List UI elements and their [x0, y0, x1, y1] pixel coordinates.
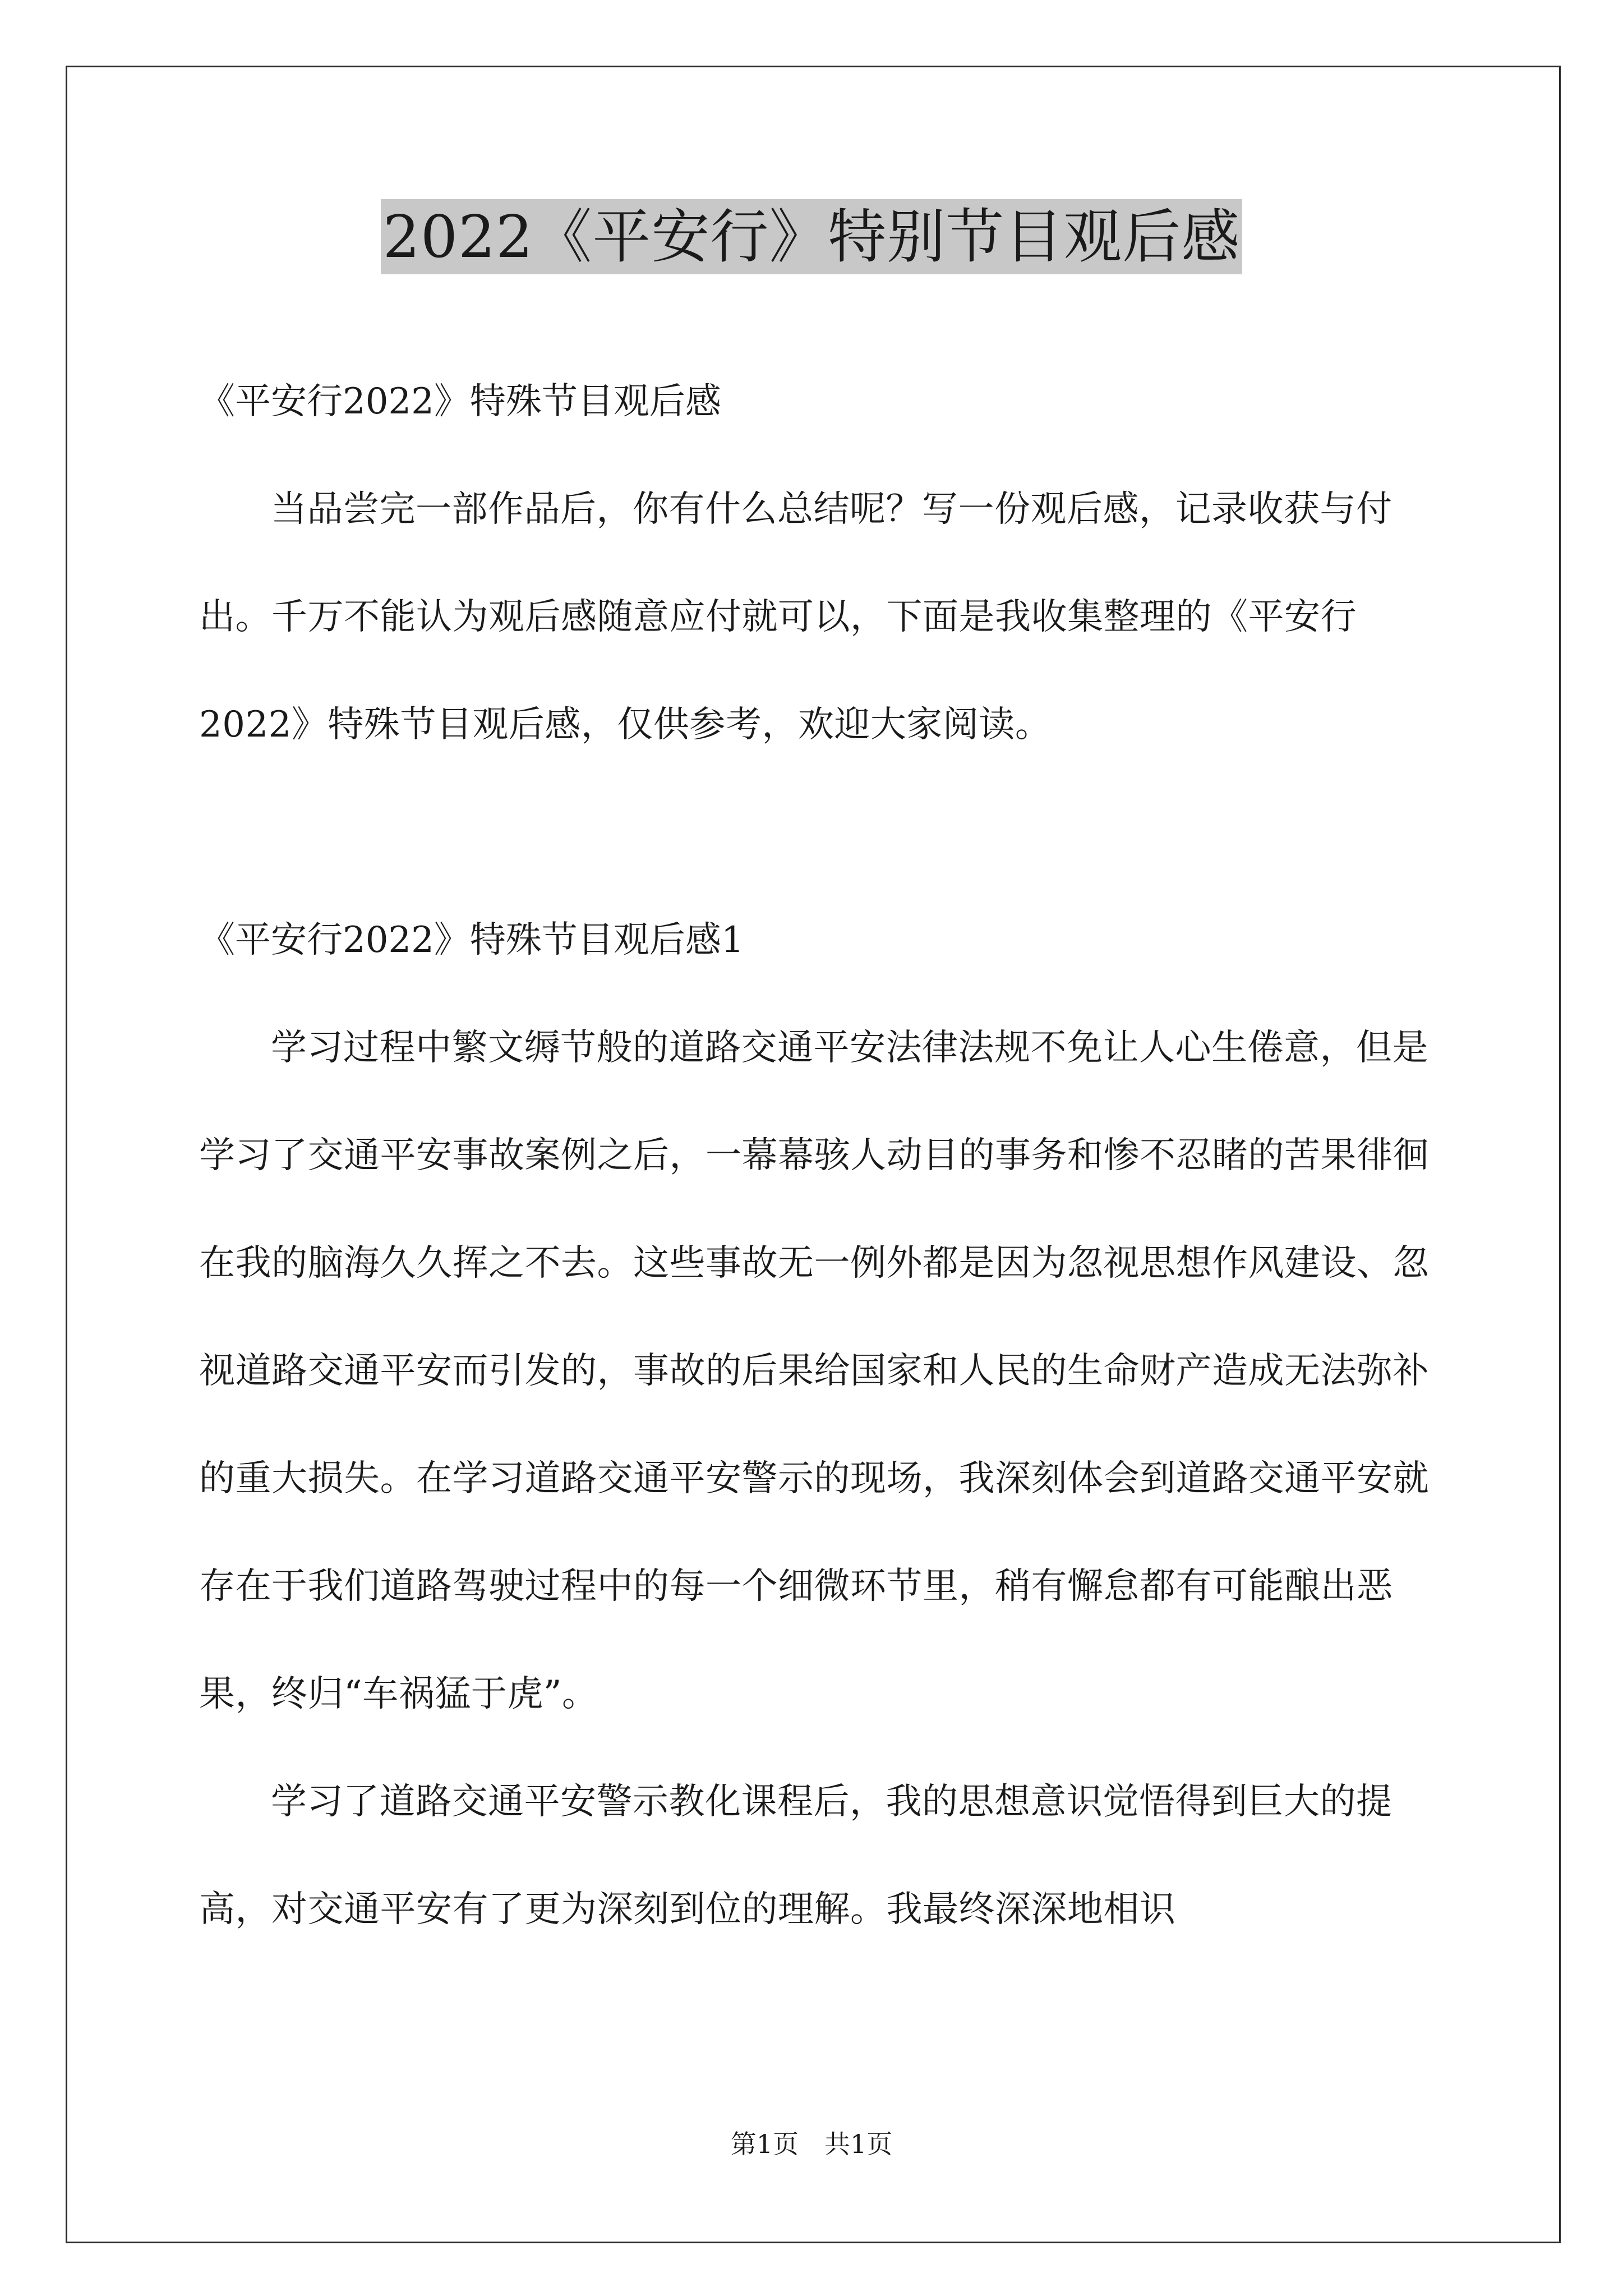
- section-1-subheading: 《平安行2022》特殊节目观后感1: [199, 919, 744, 961]
- blank-line: [199, 779, 1441, 886]
- intro-subheading: 《平安行2022》特殊节目观后感: [199, 381, 721, 422]
- section-1-paragraph-2: 学习了道路交通平安警示教化课程后，我的思想意识觉悟得到巨大的提高，对交通平安有了更为深刻到位的理解。我最终深深地相识: [199, 1781, 1393, 1930]
- document-title: 2022《平安行》特别节目观后感: [381, 199, 1243, 274]
- document-body: [199, 348, 1441, 1963]
- section-1-paragraph-1: 学习过程中繁文缛节般的道路交通平安法律法规不免让人心生倦意，但是学习了交通平安事故案例之后，一幕幕骇人动目的事务和惨不忍睹的苦果徘徊在我的脑海久久挥之不去。这些事故无一例外都是因为忽视思想作风建设、忽视道路交通平安而引发的，事故的后果给国家和人民的生命财产造成无法弥补的重大损失。在学习道路交通平安警示的现场，我深刻体会到道路交通平安就存在于我们道路驾驶过程中的每一个细微环节里，稍有懈怠都有可能酿出恶果，终归“车祸猛于虎”。: [199, 1027, 1429, 1715]
- intro-paragraph: 当品尝完一部作品后，你有什么总结呢？写一份观后感，记录收获与付出。千万不能认为观后感随意应付就可以，下面是我收集整理的《平安行2022》特殊节目观后感，仅供参考，欢迎大家阅读。: [199, 489, 1393, 746]
- title-container: [0, 199, 1623, 274]
- page-number-footer: 第1页 共1页: [730, 2129, 893, 2159]
